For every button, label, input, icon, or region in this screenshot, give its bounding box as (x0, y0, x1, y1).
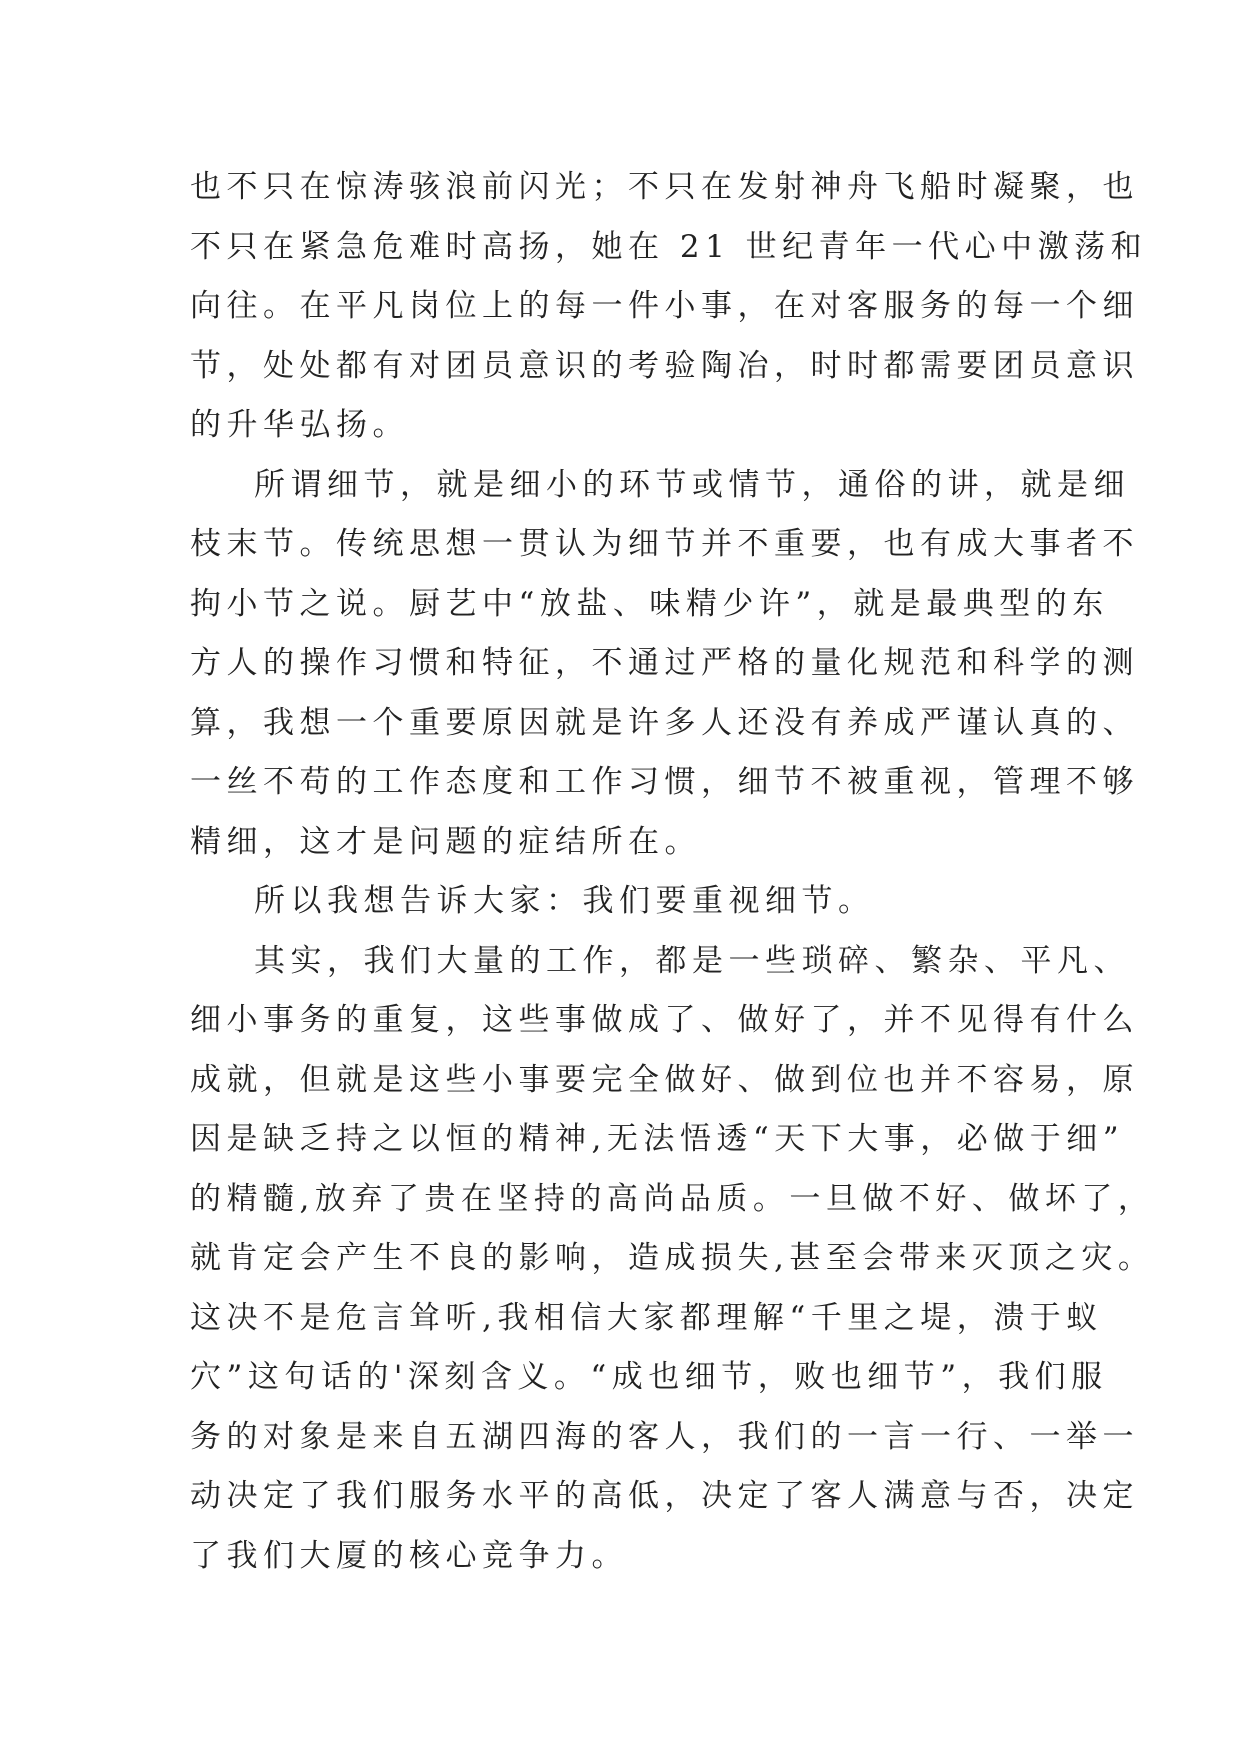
text-line: 也不只在惊涛骇浪前闪光；不只在发射神舟飞船时凝聚，也 (190, 169, 1139, 205)
text-line: 不只在紧急危难时高扬，她在 21 世纪青年一代心中激荡和 (190, 228, 1148, 265)
body-text (190, 158, 1155, 1586)
text-line: 其实，我们大量的工作，都是一些琐碎、繁杂、平凡、 (254, 942, 1130, 979)
text-line: 节，处处都有对团员意识的考验陶冶，时时都需要团员意识 (190, 347, 1139, 384)
text-line: 拘小节之说。厨艺中“放盐、味精少许”，就是最典型的东 (190, 585, 1109, 622)
text-line: 方人的操作习惯和特征，不通过严格的量化规范和科学的测 (190, 645, 1139, 681)
text-line: 的精髓,放弃了贵在坚持的高尚品质。一旦做不好、做坏了， (190, 1180, 1155, 1217)
text-line: 就肯定会产生不良的影响，造成损失,甚至会带来灭顶之灾。 (190, 1240, 1155, 1276)
text-line: 所以我想告诉大家：我们要重视细节。 (254, 883, 875, 919)
text-line: 一丝不苟的工作态度和工作习惯，细节不被重视，管理不够 (190, 764, 1139, 800)
text-line: 因是缺乏持之以恒的精神,无法悟透“天下大事，必做于细” (190, 1121, 1125, 1157)
text-line: 算，我想一个重要原因就是许多人还没有养成严谨认真的、 (190, 704, 1139, 741)
text-line: 动决定了我们服务水平的高低，决定了客人满意与否，决定 (190, 1478, 1139, 1514)
text-line: 精细，这才是问题的症结所在。 (190, 823, 701, 860)
text-line: 穴”这句话的'深刻含义。“成也细节，败也细节”，我们服 (190, 1359, 1108, 1395)
text-line: 这决不是危言耸听,我相信大家都理解“千里之堤，溃于蚁 (190, 1299, 1103, 1336)
text-line: 成就，但就是这些小事要完全做好、做到位也并不容易，原 (190, 1061, 1139, 1098)
text-line: 务的对象是来自五湖四海的客人，我们的一言一行、一举一 (190, 1418, 1139, 1455)
text-line: 细小事务的重复，这些事做成了、做好了，并不见得有什么 (190, 1002, 1139, 1038)
text-line: 了我们大厦的核心竞争力。 (190, 1537, 628, 1574)
text-line: 枝末节。传统思想一贯认为细节并不重要，也有成大事者不 (190, 526, 1139, 562)
text-line: 的升华弘扬。 (190, 407, 409, 443)
text-line: 所谓细节，就是细小的环节或情节，通俗的讲，就是细 (254, 466, 1130, 503)
text-line: 向往。在平凡岗位上的每一件小事，在对客服务的每一个细 (190, 288, 1139, 324)
